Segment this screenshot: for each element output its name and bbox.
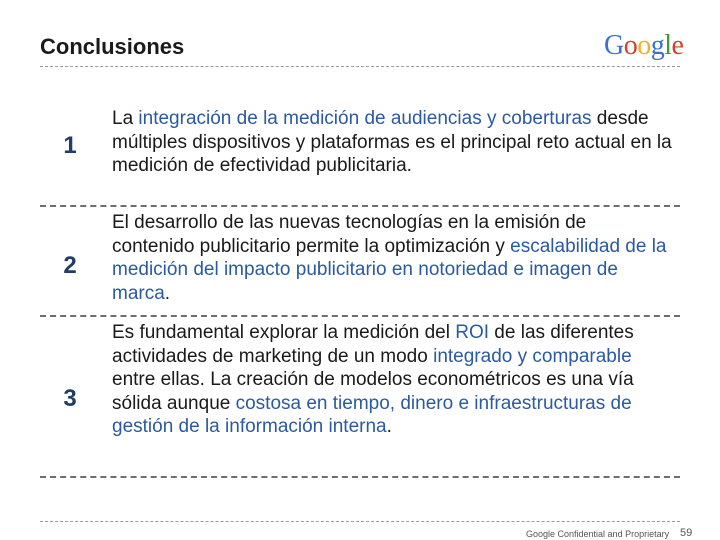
slide-title: Conclusiones (40, 34, 185, 59)
google-logo (604, 30, 683, 62)
conclusion-item-3 (112, 321, 672, 439)
logo-letter: o (637, 30, 651, 61)
page-number: 59 (680, 527, 693, 539)
body-text: de las diferentes actividades de marketing de un modo (112, 322, 634, 367)
logo-letter: l (664, 30, 672, 61)
body-text: El desarrollo de las nuevas tecnologías en la emisión de contenido publicitario permite la optimización y (112, 212, 587, 257)
footer-confidential: Google Confidential and Proprietary (526, 529, 670, 539)
highlighted-text: costosa en tiempo, dinero e infraestructuras de gestión de la información interna (112, 392, 632, 437)
item-number-2: 2 (63, 252, 77, 279)
item-number-3: 3 (63, 385, 77, 412)
logo-letter: G (604, 30, 624, 61)
body-text: . (386, 416, 392, 437)
highlighted-text: ROI (455, 322, 490, 343)
logo-letter: e (671, 30, 684, 61)
section-divider (40, 476, 680, 478)
item-number-1: 1 (63, 132, 77, 159)
highlighted-text: escalabilidad de la medición del impacto publicitario en notoriedad e imagen de marca (112, 235, 667, 304)
logo-letter: o (623, 30, 638, 61)
title-divider (40, 66, 680, 67)
body-text: desde múltiples dispositivos y plataformas es el principal reto actual en la medición de efectividad publicitaria. (112, 108, 672, 176)
body-text: entre ellas. La creación de modelos econométricos es una vía sólida aunque (112, 369, 634, 414)
logo-letter: g (650, 30, 665, 61)
highlighted-text: integrado y comparable (433, 345, 632, 367)
section-divider (40, 205, 680, 207)
conclusion-item-2 (112, 211, 672, 305)
section-divider (40, 315, 680, 317)
body-text: La (112, 108, 139, 129)
footer-divider (40, 521, 680, 522)
highlighted-text: integración de la medición de audiencias y coberturas (138, 108, 592, 129)
body-text: Es fundamental explorar la medición del (112, 322, 456, 343)
conclusion-item-1 (112, 107, 672, 178)
body-text: . (164, 282, 171, 304)
